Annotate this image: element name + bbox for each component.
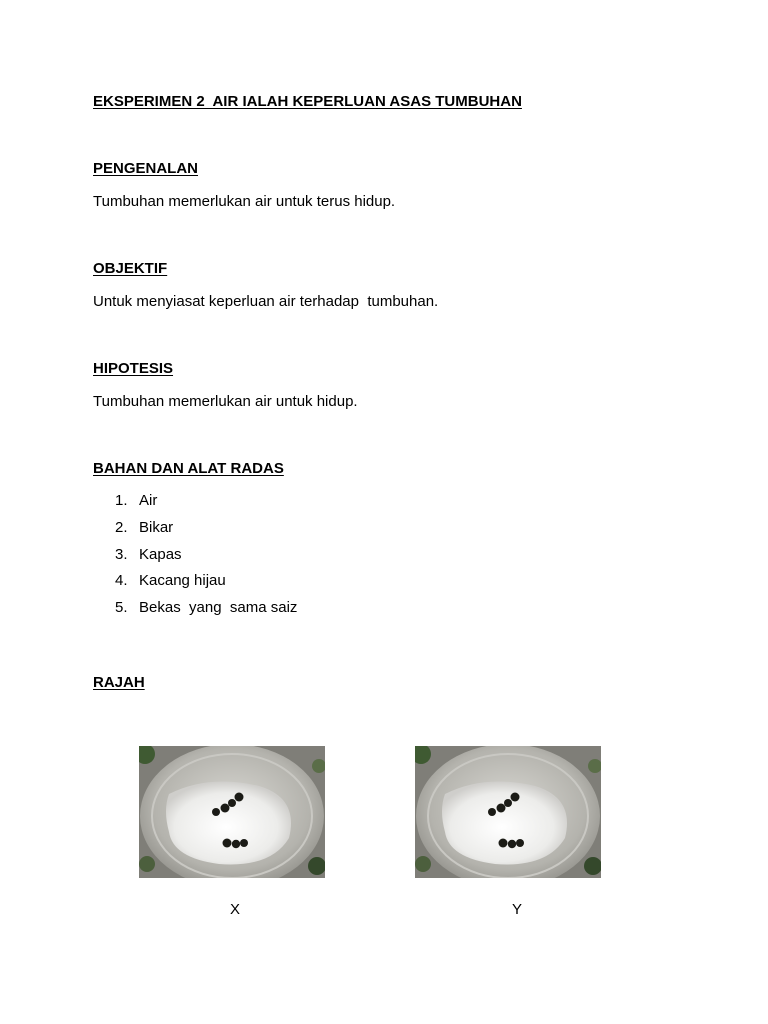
photo-x-caption: X [229, 901, 240, 918]
list-item-number: 4. [115, 572, 128, 590]
list-item-label: Bikar [139, 518, 174, 536]
list-item [115, 546, 297, 573]
document-title: EKSPERIMEN 2 AIR IALAH KEPERLUAN ASAS TUMBUHAN [93, 93, 522, 110]
list-item [115, 519, 297, 546]
hypothesis-text: Tumbuhan memerlukan air untuk hidup. [93, 393, 358, 410]
list-item-number: 1. [115, 492, 128, 509]
objective-text: Untuk menyiasat keperluan air terhadap tumbuhan. [93, 293, 439, 310]
list-item-label: Bekas yang sama saiz [139, 599, 298, 617]
list-item-number: 2. [115, 518, 128, 536]
introduction-heading: PENGENALAN [93, 160, 199, 177]
list-item-label: Kacang hijau [139, 572, 226, 590]
list-item [115, 492, 297, 519]
introduction-text: Tumbuhan memerlukan air untuk terus hidup. [93, 193, 396, 210]
list-item [115, 599, 297, 626]
list-item-label: Kapas [139, 545, 182, 563]
materials-list [115, 492, 297, 626]
list-item-number: 3. [115, 545, 128, 563]
photo-y-caption: Y [511, 901, 522, 918]
experiment-photo-x [139, 746, 325, 878]
list-item-number: 5. [115, 599, 128, 617]
objective-heading: OBJEKTIF [93, 260, 168, 277]
list-item-label: Air [139, 492, 158, 509]
diagram-heading: RAJAH [93, 674, 145, 691]
materials-heading: BAHAN DAN ALAT RADAS [93, 460, 284, 477]
hypothesis-heading: HIPOTESIS [93, 360, 174, 377]
experiment-photo-y [415, 746, 601, 878]
list-item [115, 572, 297, 599]
